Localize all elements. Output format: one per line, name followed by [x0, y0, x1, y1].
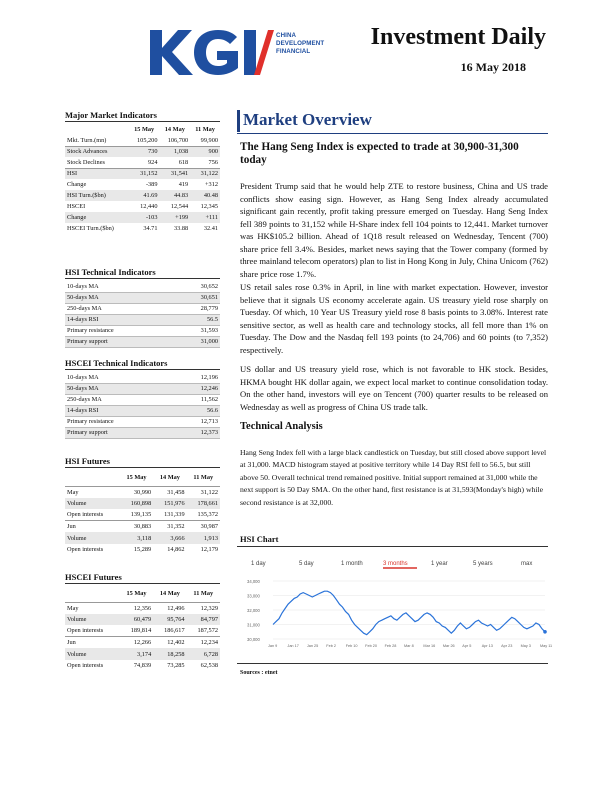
row-label: Jun [65, 637, 120, 649]
cell-value: 30,987 [187, 521, 220, 533]
hscei-futures-title: HSCEI Futures [65, 572, 122, 582]
cell-value: -103 [129, 212, 160, 223]
x-tick-label: Feb 10 [345, 644, 358, 648]
logo-i-mark [244, 30, 256, 75]
row-label: Open interests [67, 546, 104, 554]
cell-value: 62,538 [200, 662, 218, 670]
chart-tab[interactable]: 1 month [341, 561, 363, 567]
x-tick-label: Mar 26 [442, 644, 455, 648]
cell-value: +111 [190, 212, 220, 223]
x-tick-label: Feb 28 [384, 644, 397, 648]
cell-value: 41.69 [129, 190, 160, 201]
section-accent-bar [237, 110, 240, 132]
cell-value: 131,339 [164, 511, 185, 519]
table-row [65, 223, 220, 234]
x-tick-label: Feb 2 [326, 644, 337, 648]
cell-value: 99,900 [200, 136, 218, 144]
header-cell: 15 May [126, 590, 147, 598]
x-tick-label: Jan 25 [306, 644, 319, 648]
hsi-futures-table [65, 470, 220, 556]
cell-value: 30,652 [174, 281, 220, 292]
report-date: 16 May 2018 [460, 60, 526, 74]
cell-value: 31,352 [153, 521, 186, 533]
row-label: 250-days MA [65, 303, 174, 314]
cell-value: 31,152 [129, 168, 160, 179]
table-row [65, 325, 220, 336]
table-row [65, 336, 220, 347]
header-cell [65, 124, 129, 135]
cell-value: -389 [145, 181, 158, 188]
row-label: Open interests [67, 627, 104, 635]
header-cell [65, 470, 120, 486]
x-tick-label: Mar 16 [423, 644, 436, 648]
row-label: Jun [65, 521, 120, 533]
row-label: Primary support [65, 427, 174, 438]
row-label: 10-days MA [65, 372, 174, 383]
row-label: Mkt. Turn.(mn) [67, 136, 107, 144]
cell-value: 30,990 [120, 486, 153, 498]
cell-value: 924 [148, 158, 158, 166]
cell-value: +199 [159, 212, 190, 223]
logo-g-mark [194, 30, 238, 75]
table-row [65, 509, 220, 521]
table-row [65, 498, 220, 510]
row-label: Volume [65, 648, 120, 660]
cell-value: 95,764 [153, 614, 186, 626]
table-header-row [65, 124, 220, 135]
chart-tab[interactable]: 3 months [383, 561, 408, 567]
table-row [65, 168, 220, 179]
row-label: Change [67, 181, 87, 188]
x-tick-label: Feb 20 [365, 644, 377, 648]
headline: The Hang Seng Index is expected to trade at 30,900-31,300 today [240, 141, 519, 166]
cell-value: 56.5 [174, 314, 220, 325]
header-cell [65, 586, 120, 602]
cell-value: 3,174 [120, 648, 153, 660]
cell-value: 3,118 [120, 532, 153, 544]
table-row [65, 190, 220, 201]
cell-value: 3,666 [153, 532, 186, 544]
table-row [65, 314, 220, 325]
cell-value: 32.41 [203, 225, 218, 232]
cell-value: 12,440 [140, 203, 158, 210]
x-tick-label: Apr 23 [501, 644, 513, 648]
hscei-futures-table [65, 586, 220, 672]
cell-value: 106,700 [167, 136, 189, 144]
divider [65, 369, 220, 370]
divider [237, 663, 548, 664]
major-rows [65, 135, 220, 234]
row-label: Volume [65, 614, 120, 626]
cell-value: +312 [205, 181, 218, 188]
cell-value: 33.88 [173, 225, 189, 232]
cell-value: 12,402 [153, 637, 186, 649]
cell-value: 12,196 [174, 372, 220, 383]
table-row [65, 405, 220, 416]
row-label: Open interests [67, 511, 104, 519]
cell-value: 12,713 [174, 416, 220, 427]
row-label: Open interests [67, 662, 104, 670]
cell-value: 900 [190, 146, 220, 157]
hsi-technical-table [65, 281, 220, 348]
cell-value: 12,179 [200, 546, 218, 554]
source-note: Sources : etnet [240, 670, 278, 676]
hscei-futures-rows [65, 602, 220, 672]
cell-value: 14,862 [167, 546, 185, 554]
last-price-marker [543, 630, 547, 634]
row-label: May [65, 602, 120, 614]
header-cell: 11 May [195, 126, 215, 133]
divider [237, 133, 548, 134]
logo-sub-line-3: FINANCIAL [276, 48, 311, 56]
y-tick-label: 31,000 [247, 622, 260, 628]
y-tick-label: 34,000 [247, 579, 260, 584]
major-indicators-title: Major Market Indicators [65, 110, 157, 120]
table-header-row [65, 470, 220, 486]
table-row [65, 416, 220, 427]
header-cell: 14 May [164, 126, 185, 133]
header-cell: 15 May [134, 126, 155, 133]
cell-value: 12,345 [200, 203, 218, 210]
hscei-technical-table [65, 372, 220, 439]
cell-value: 12,356 [120, 602, 153, 614]
y-tick-label: 30,000 [247, 637, 260, 642]
x-tick-label: Apr 13 [481, 644, 493, 648]
cell-value: 160,898 [120, 498, 153, 510]
logo-sub-line-1: CHINA [276, 32, 297, 39]
chart-tab[interactable]: 5 day [299, 561, 314, 567]
hsi-technical-rows [65, 281, 220, 347]
report-title: Investment Daily [370, 24, 546, 50]
cell-value: 56.6 [174, 405, 220, 416]
table-row [65, 602, 220, 614]
table-row [65, 303, 220, 314]
cell-value: 31,458 [153, 486, 186, 498]
table-row [65, 372, 220, 383]
cell-value: 12,373 [174, 427, 220, 438]
table-row [65, 281, 220, 292]
row-label: Stock Declines [67, 158, 105, 166]
table-row [65, 146, 220, 157]
cell-value: 30,651 [174, 292, 220, 303]
chart-tab[interactable]: 1 year [431, 561, 448, 567]
cell-value: 187,572 [197, 627, 218, 635]
cell-value: 31,541 [159, 168, 190, 179]
header-cell: 15 May [126, 474, 147, 482]
cell-value: 12,246 [174, 383, 220, 394]
cell-value: 60,479 [120, 614, 153, 626]
cell-value: 44.83 [159, 190, 190, 201]
cell-value: 189,814 [130, 627, 152, 635]
row-label: Primary resistance [65, 416, 174, 427]
hsi-price-line [273, 591, 545, 635]
cell-value: 11,562 [174, 394, 220, 405]
logo-subtitle [276, 32, 324, 57]
table-row [65, 292, 220, 303]
technical-analysis-text: Hang Seng Index fell with a large black candlestick on Tuesday, but still closed above support level at 31,000. MACD histogram stayed at positive territory while 14 Day RSI fell to 56.5, but still above 50. Overall technical trend remained positive. Initial support remained at 31,000 while the next support is 50 Day SMA. On the other hand, first resistance is at 31,593(Monday's high) while second resistance is at 32,000. [240, 448, 547, 507]
cell-value: 12,234 [187, 637, 220, 649]
table-row [65, 614, 220, 626]
row-label: 10-days MA [65, 281, 174, 292]
row-label: HSI Turn.($bn) [65, 190, 129, 201]
cell-value: 1,913 [187, 532, 220, 544]
cell-value: 12,329 [187, 602, 220, 614]
row-label: 14-days RSI [65, 314, 174, 325]
table-row [65, 212, 220, 223]
table-row [65, 427, 220, 438]
cell-value: 74,839 [133, 662, 152, 670]
row-label: May [65, 486, 120, 498]
major-indicators-table [65, 124, 220, 234]
cell-value: 618 [178, 158, 189, 166]
row-label: 50-days MA [65, 383, 174, 394]
technical-analysis-title: Technical Analysis [240, 421, 323, 432]
hsi-futures-rows [65, 486, 220, 556]
divider [65, 278, 220, 279]
table-row [65, 648, 220, 660]
market-overview-title: Market Overview [243, 110, 372, 129]
header-cell: 11 May [193, 590, 214, 598]
table-row [65, 625, 220, 637]
table-header-row [65, 586, 220, 602]
cell-value: 139,135 [130, 511, 152, 519]
x-tick-label: Jan 17 [287, 644, 299, 648]
cell-value: 31,593 [174, 325, 220, 336]
cell-value: 73,285 [167, 662, 185, 670]
table-row [65, 135, 220, 146]
table-row [65, 383, 220, 394]
y-tick-label: 32,000 [247, 608, 260, 613]
logo-k-mark [150, 30, 193, 75]
hscei-technical-rows [65, 372, 220, 438]
x-tick-label: May 3 [520, 644, 531, 648]
hsi-technical-title: HSI Technical Indicators [65, 267, 156, 277]
y-tick-label: 33,000 [247, 593, 260, 599]
row-label: Volume [65, 532, 120, 544]
cell-value: 31,122 [187, 486, 220, 498]
logo-swoosh [254, 30, 274, 75]
hsi-chart-title: HSI Chart [240, 534, 279, 544]
chart-tab[interactable]: 5 years [473, 561, 493, 567]
chart-tab[interactable]: 1 day [251, 561, 266, 567]
x-tick-label: Jan 9 [268, 644, 278, 648]
cell-value: 84,797 [187, 614, 220, 626]
logo-sub-line-2: DEVELOPMENT [276, 40, 325, 48]
table-row [65, 637, 220, 649]
cell-value: 12,266 [120, 637, 153, 649]
row-label: 50-days MA [65, 292, 174, 303]
cell-value: 15,289 [133, 546, 152, 554]
cell-value: 18,258 [153, 648, 186, 660]
overview-paragraph-3: US dollar and US treasury yield rose, which is not favorable to HK stock. Besides, HKMA bought HK dollar again, we expect local market to continue consolidation today. On the other hand, investors will eye on Tencent (700) quarter results to be released on Wednesday as well as progress of China US trade talk. [240, 364, 548, 412]
table-row [65, 521, 220, 533]
header-cell: 14 May [159, 474, 180, 482]
row-label: Volume [65, 498, 120, 510]
x-tick-label: Apr 5 [462, 644, 472, 648]
hscei-technical-title: HSCEI Technical Indicators [65, 358, 168, 368]
cell-value: 28,779 [174, 303, 220, 314]
overview-paragraph-2: US retail sales rose 0.3% in April, in line with market expectation. However, investor believe that it signals US economy accelerate again. US treasury yield rose sharply on Tuesday. Of which, 10 Year US Treasury yield rose 8 basis points to 3.08%. Interest rate sensitive sector, as well as health care and technology stocks, all fell more than 1% on Tuesday. The Dow and the Nasdaq fell 193 points (to 24,706) and 60 points (to 7,352) respectively. [240, 282, 548, 355]
cell-value: 730 [129, 146, 160, 157]
cell-value: 34.71 [143, 225, 158, 232]
divider [65, 467, 220, 468]
cell-value: 186,617 [164, 627, 185, 635]
cell-value: 12,496 [153, 602, 186, 614]
row-label: Primary resistance [65, 325, 174, 336]
cell-value: 135,372 [197, 511, 218, 519]
table-row [65, 544, 220, 556]
row-label: Primary support [65, 336, 174, 347]
table-row [65, 201, 220, 212]
hsi-futures-title: HSI Futures [65, 456, 110, 466]
table-row [65, 486, 220, 498]
cell-value: 40.48 [190, 190, 220, 201]
cell-value: 30,883 [120, 521, 153, 533]
row-label: Change [65, 212, 129, 223]
row-label: HSI [65, 168, 129, 179]
header-cell: 11 May [193, 474, 214, 482]
cell-value: 31,000 [174, 336, 220, 347]
table-row [65, 532, 220, 544]
row-label: HSCEI Turn.($bn) [67, 225, 114, 232]
overview-paragraph-1: President Trump said that he would help ZTE to restore business, China and US trade conflicts show easing sign. However, as Hang Seng Index already accumulated significant gain recently, profit taking pressure emerged on Tuesday. Hang Seng Index fell 389 points to 31,152 while H-Share index fell 104 points to 12,441. Market turnover was HK$105.2 billion. Ahead of 1Q18 result released on Wednesday, Tencent (700) share price fell 3.4%. Besides, market news saying that the Tower company (formed by three mainland telecom operators) plan to list in Hong Kong in July, China Unicom (762) share price rose 1.7%. [240, 181, 548, 279]
table-row [65, 660, 220, 672]
kgi-logo [150, 30, 275, 75]
cell-value: 12,544 [170, 203, 189, 210]
cell-value: 105,200 [137, 136, 158, 144]
cell-value: 756 [208, 158, 218, 166]
table-row [65, 179, 220, 190]
divider [65, 583, 220, 584]
divider [65, 121, 220, 122]
row-label: 14-days RSI [65, 405, 174, 416]
table-row [65, 157, 220, 168]
row-label: Stock Advances [65, 146, 129, 157]
row-label: 250-days MA [65, 394, 174, 405]
hsi-chart [245, 553, 553, 653]
cell-value: 151,976 [153, 498, 186, 510]
cell-value: 1,038 [159, 146, 190, 157]
x-tick-label: Mar 8 [404, 644, 414, 648]
cell-value: 31,122 [190, 168, 220, 179]
cell-value: 6,728 [187, 648, 220, 660]
row-label: HSCEI [67, 203, 86, 210]
chart-tab[interactable]: max [521, 561, 533, 567]
divider [237, 546, 548, 547]
cell-value: 419 [178, 181, 189, 188]
cell-value: 178,661 [187, 498, 220, 510]
header-cell: 14 May [159, 590, 180, 598]
x-tick-label: May 11 [540, 644, 553, 648]
table-row [65, 394, 220, 405]
